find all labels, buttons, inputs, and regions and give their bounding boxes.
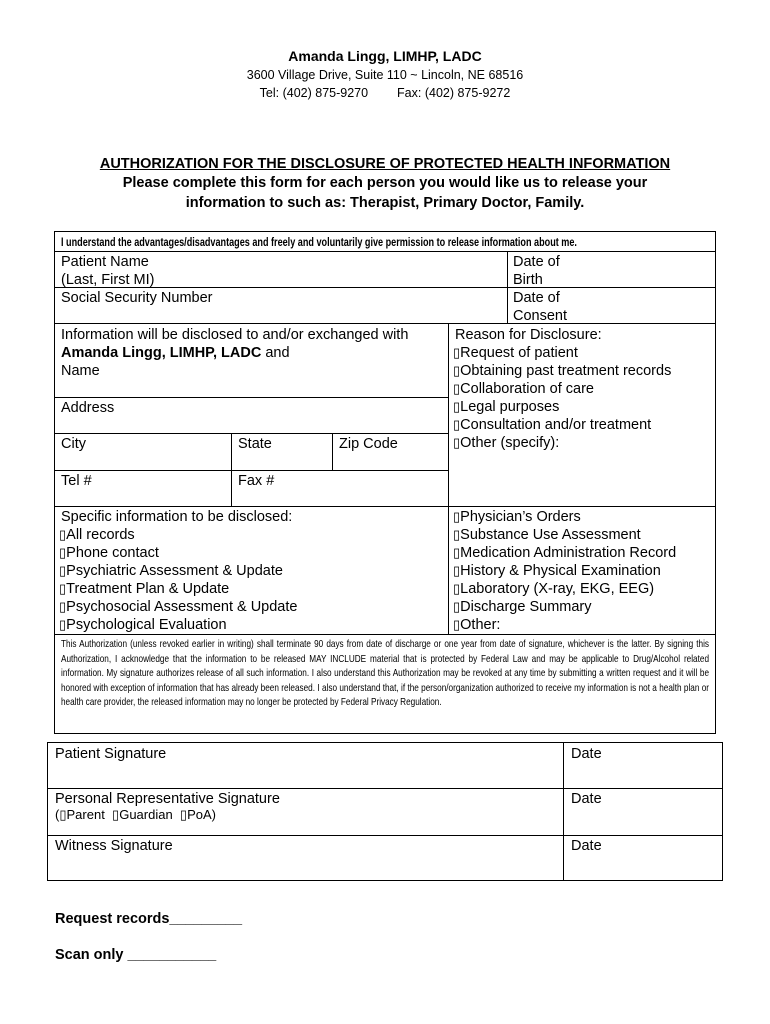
signature-section bbox=[47, 742, 723, 881]
reason-checkbox[interactable]: ▯ Legal purposes bbox=[453, 398, 559, 416]
specific-checkbox[interactable]: ▯ Phone contact bbox=[59, 544, 159, 562]
fax-field[interactable]: Fax # bbox=[238, 473, 275, 489]
witness-signature-field[interactable]: Witness Signature bbox=[55, 838, 173, 854]
recipient-name: Amanda Lingg, LIMHP, LADC bbox=[61, 345, 262, 361]
specific-checkbox[interactable]: ▯ Laboratory (X-ray, EKG, EEG) bbox=[453, 580, 654, 598]
consent-date-label-2: Consent bbox=[513, 308, 568, 324]
specific-checkbox[interactable]: ▯ Treatment Plan & Update bbox=[59, 580, 229, 598]
request-records-line[interactable]: Request records_________ bbox=[55, 911, 243, 927]
specific-info-title: Specific information to be disclosed: bbox=[61, 509, 293, 525]
specific-checkbox[interactable]: ▯ Psychological Evaluation bbox=[59, 616, 227, 634]
poa-checkbox[interactable]: ▯ PoA) bbox=[180, 807, 216, 822]
understanding-statement: I understand the advantages/disadvantages and freely and voluntarily give permission to release information about me. bbox=[61, 237, 577, 249]
representative-type: (▯ Parent ▯ Guardian ▯ PoA) bbox=[55, 807, 216, 823]
city-field[interactable]: City bbox=[61, 436, 86, 452]
representative-signature-field[interactable]: Personal Representative Signature bbox=[55, 791, 280, 807]
ssn-label[interactable]: Social Security Number bbox=[61, 290, 213, 306]
reason-checkbox[interactable]: ▯ Obtaining past treatment records bbox=[453, 362, 671, 380]
patient-date-field[interactable]: Date bbox=[571, 746, 602, 762]
specific-checkbox[interactable]: ▯ Medication Administration Record bbox=[453, 544, 676, 562]
patient-signature-field[interactable]: Patient Signature bbox=[55, 746, 167, 762]
practice-address: 3600 Village Drive, Suite 110 ~ Lincoln, NE 68516 bbox=[246, 68, 524, 82]
state-field[interactable]: State bbox=[238, 436, 272, 452]
reason-checkbox[interactable]: ▯ Other (specify): bbox=[453, 434, 559, 452]
specific-checkbox[interactable]: ▯ Other: bbox=[453, 616, 500, 634]
legal-disclaimer: This Authorization (unless revoked earlier in writing) shall terminate 90 days from date of discharge or one year from date of signature, whichever is the latter. By signing this Authorization, I acknowledge that the information to be released MAY INCLUDE material that is protected by Federal Law and may be applicable to Drug/Alcohol related information. My signature authorizes release of all such information. I also understand this Authorization may be revoked at any time by submitting a written request and it will be honored with exception of information that has already been released. I also understand that, if the person/organization authorized to receive my information is not a health plan or health care provider, the released information may no longer be protected by Federal Privacy Regulation. bbox=[61, 639, 710, 709]
representative-date-field[interactable]: Date bbox=[571, 791, 602, 807]
reason-checkbox[interactable]: ▯ Request of patient bbox=[453, 344, 578, 362]
witness-date-field[interactable]: Date bbox=[571, 838, 602, 854]
form-title: AUTHORIZATION FOR THE DISCLOSURE OF PROTECTED HEALTH INFORMATION bbox=[99, 156, 671, 172]
recipient-and: and bbox=[261, 345, 290, 361]
specific-checkbox[interactable]: ▯ Psychiatric Assessment & Update bbox=[59, 562, 283, 580]
tel-number: Tel: (402) 875-9270 bbox=[259, 86, 369, 100]
specific-checkbox[interactable]: ▯ All records bbox=[59, 526, 135, 544]
contact-line bbox=[0, 86, 770, 100]
patient-name-label[interactable]: Patient Name bbox=[61, 254, 149, 270]
reason-checkbox[interactable]: ▯ Collaboration of care bbox=[453, 380, 594, 398]
reason-checkbox[interactable]: ▯ Consultation and/or treatment bbox=[453, 416, 651, 434]
specific-checkbox[interactable]: ▯ Psychosocial Assessment & Update bbox=[59, 598, 297, 616]
zip-field[interactable]: Zip Code bbox=[339, 436, 398, 452]
specific-checkbox[interactable]: ▯ Discharge Summary bbox=[453, 598, 592, 616]
scan-only-line[interactable]: Scan only ___________ bbox=[55, 947, 217, 963]
patient-name-sublabel: (Last, First MI) bbox=[61, 272, 155, 288]
specific-checkbox[interactable]: ▯ Substance Use Assessment bbox=[453, 526, 641, 544]
consent-date-label[interactable]: Date of bbox=[513, 290, 560, 306]
dob-label[interactable]: Date of bbox=[513, 254, 560, 270]
disclosed-with-label: Information will be disclosed to and/or exchanged with bbox=[61, 327, 409, 343]
disclosed-with-recipient bbox=[61, 344, 290, 362]
form-subtitle-2: information to such as: Therapist, Primary Doctor, Family. bbox=[185, 195, 585, 211]
parent-checkbox[interactable]: ▯ Parent bbox=[59, 807, 104, 822]
form-subtitle-1: Please complete this form for each person you would like us to release your bbox=[122, 175, 648, 191]
authorization-form bbox=[54, 231, 716, 734]
name-field[interactable]: Name bbox=[61, 363, 100, 379]
specific-checkbox[interactable]: ▯ History & Physical Examination bbox=[453, 562, 661, 580]
fax-number: Fax: (402) 875-9272 bbox=[397, 86, 511, 100]
reason-title: Reason for Disclosure: bbox=[455, 327, 602, 343]
guardian-checkbox[interactable]: ▯ Guardian bbox=[112, 807, 173, 822]
dob-label-2: Birth bbox=[513, 272, 543, 288]
specific-checkbox[interactable]: ▯ Physician’s Orders bbox=[453, 508, 581, 526]
tel-field[interactable]: Tel # bbox=[61, 473, 92, 489]
practitioner-name: Amanda Lingg, LIMHP, LADC bbox=[288, 48, 482, 64]
address-field[interactable]: Address bbox=[61, 400, 115, 416]
